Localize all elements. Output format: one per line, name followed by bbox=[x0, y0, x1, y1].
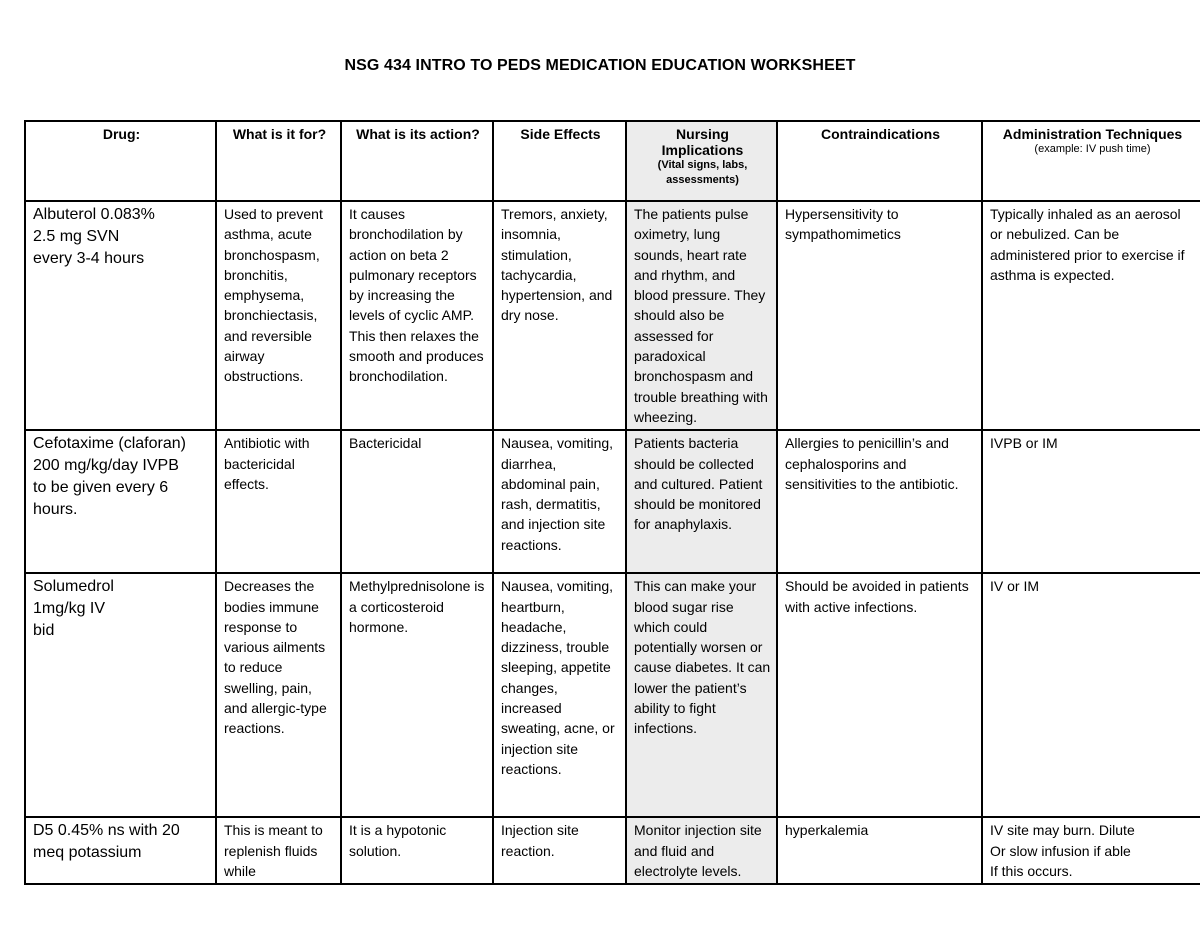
drug-line: hours. bbox=[33, 501, 78, 519]
what-for-cell: Decreases the bodies immune response to various ailments to reduce swelling, pain, and allergic-type reactions. bbox=[216, 573, 341, 817]
drug-line: Solumedrol bbox=[33, 578, 114, 596]
contraindications-cell: Hypersensitivity to sympathomimetics bbox=[777, 201, 982, 430]
drug-line: D5 0.45% ns with 20 bbox=[33, 822, 180, 840]
header-nursing-label: Nursing Implications bbox=[661, 126, 744, 158]
header-row bbox=[25, 121, 1200, 201]
drug-line: to be given every 6 bbox=[33, 479, 169, 497]
drug-line: 200 mg/kg/day IVPB bbox=[33, 457, 179, 475]
drug-cell bbox=[25, 817, 216, 884]
drug-line: meq potassium bbox=[33, 844, 142, 862]
header-admin-sub: (example: IV push time) bbox=[1034, 143, 1151, 155]
header-side-effects: Side Effects bbox=[493, 121, 626, 201]
nursing-cell: The patients pulse oximetry, lung sounds, heart rate and rhythm, and blood pressure. They should also be assessed for paradoxical bronchospasm and trouble breathing with wheezing. bbox=[626, 201, 777, 430]
page-title: NSG 434 INTRO TO PEDS MEDICATION EDUCATION WORKSHEET bbox=[344, 57, 856, 74]
header-contraindications: Contraindications bbox=[777, 121, 982, 201]
action-cell: Bactericidal bbox=[341, 430, 493, 573]
action-cell: It causes bronchodilation by action on beta 2 pulmonary receptors by increasing the levels of cyclic AMP. This then relaxes the smooth and produces bronchodilation. bbox=[341, 201, 493, 430]
nursing-cell: Patients bacteria should be collected and cultured. Patient should be monitored for anaphylaxis. bbox=[626, 430, 777, 573]
contraindications-cell: hyperkalemia bbox=[777, 817, 982, 884]
what-for-cell: This is meant to replenish fluids while bbox=[216, 817, 341, 884]
header-admin-label: Administration Techniques bbox=[1002, 126, 1183, 142]
side-effects-cell: Tremors, anxiety, insomnia, stimulation, tachycardia, hypertension, and dry nose. bbox=[493, 201, 626, 430]
drug-line: Cefotaxime (claforan) bbox=[33, 435, 186, 453]
header-nursing bbox=[626, 121, 777, 201]
contraindications-cell: Allergies to penicillin’s and cephalosporins and sensitivities to the antibiotic. bbox=[777, 430, 982, 573]
table-row bbox=[25, 573, 1200, 817]
administration-cell: IV or IM bbox=[982, 573, 1200, 817]
administration-cell bbox=[982, 817, 1200, 884]
admin-line: Or slow infusion if able bbox=[990, 842, 1131, 859]
drug-line: bid bbox=[33, 622, 55, 640]
side-effects-cell: Nausea, vomiting, diarrhea, abdominal pain, rash, dermatitis, and injection site reactions. bbox=[493, 430, 626, 573]
side-effects-cell: Injection site reaction. bbox=[493, 817, 626, 884]
drug-cell bbox=[25, 573, 216, 817]
header-drug: Drug: bbox=[25, 121, 216, 201]
drug-line: Albuterol 0.083% bbox=[33, 206, 155, 223]
table-row bbox=[25, 201, 1200, 430]
action-cell: Methylprednisolone is a corticosteroid hormone. bbox=[341, 573, 493, 817]
header-action: What is its action? bbox=[341, 121, 493, 201]
admin-line: If this occurs. bbox=[990, 862, 1073, 879]
medication-table bbox=[24, 120, 1200, 885]
drug-line: 1mg/kg IV bbox=[33, 600, 106, 618]
action-cell: It is a hypotonic solution. bbox=[341, 817, 493, 884]
administration-cell: Typically inhaled as an aerosol or nebulized. Can be administered prior to exercise if asthma is expected. bbox=[982, 201, 1200, 430]
nursing-cell: This can make your blood sugar rise which could potentially worsen or cause diabetes. It can lower the patient’s ability to fight infections. bbox=[626, 573, 777, 817]
admin-line: IV site may burn. Dilute bbox=[990, 822, 1135, 839]
drug-line: 2.5 mg SVN bbox=[33, 228, 120, 245]
what-for-cell: Used to prevent asthma, acute bronchospasm, bronchitis, emphysema, bronchiectasis, and reversible airway obstructions. bbox=[216, 201, 341, 430]
side-effects-cell: Nausea, vomiting, heartburn, headache, dizziness, trouble sleeping, appetite changes, increased sweating, acne, or injection site reactions. bbox=[493, 573, 626, 817]
table-row bbox=[25, 430, 1200, 573]
header-nursing-sub: (Vital signs, labs, assessments) bbox=[657, 159, 748, 186]
drug-line: every 3-4 hours bbox=[33, 250, 145, 267]
what-for-cell: Antibiotic with bactericidal effects. bbox=[216, 430, 341, 573]
administration-cell: IVPB or IM bbox=[982, 430, 1200, 573]
header-what-for: What is it for? bbox=[216, 121, 341, 201]
contraindications-cell: Should be avoided in patients with active infections. bbox=[777, 573, 982, 817]
drug-cell bbox=[25, 201, 216, 430]
table-row bbox=[25, 817, 1200, 884]
nursing-cell: Monitor injection site and fluid and electrolyte levels. bbox=[626, 817, 777, 884]
header-administration bbox=[982, 121, 1200, 201]
drug-cell bbox=[25, 430, 216, 573]
